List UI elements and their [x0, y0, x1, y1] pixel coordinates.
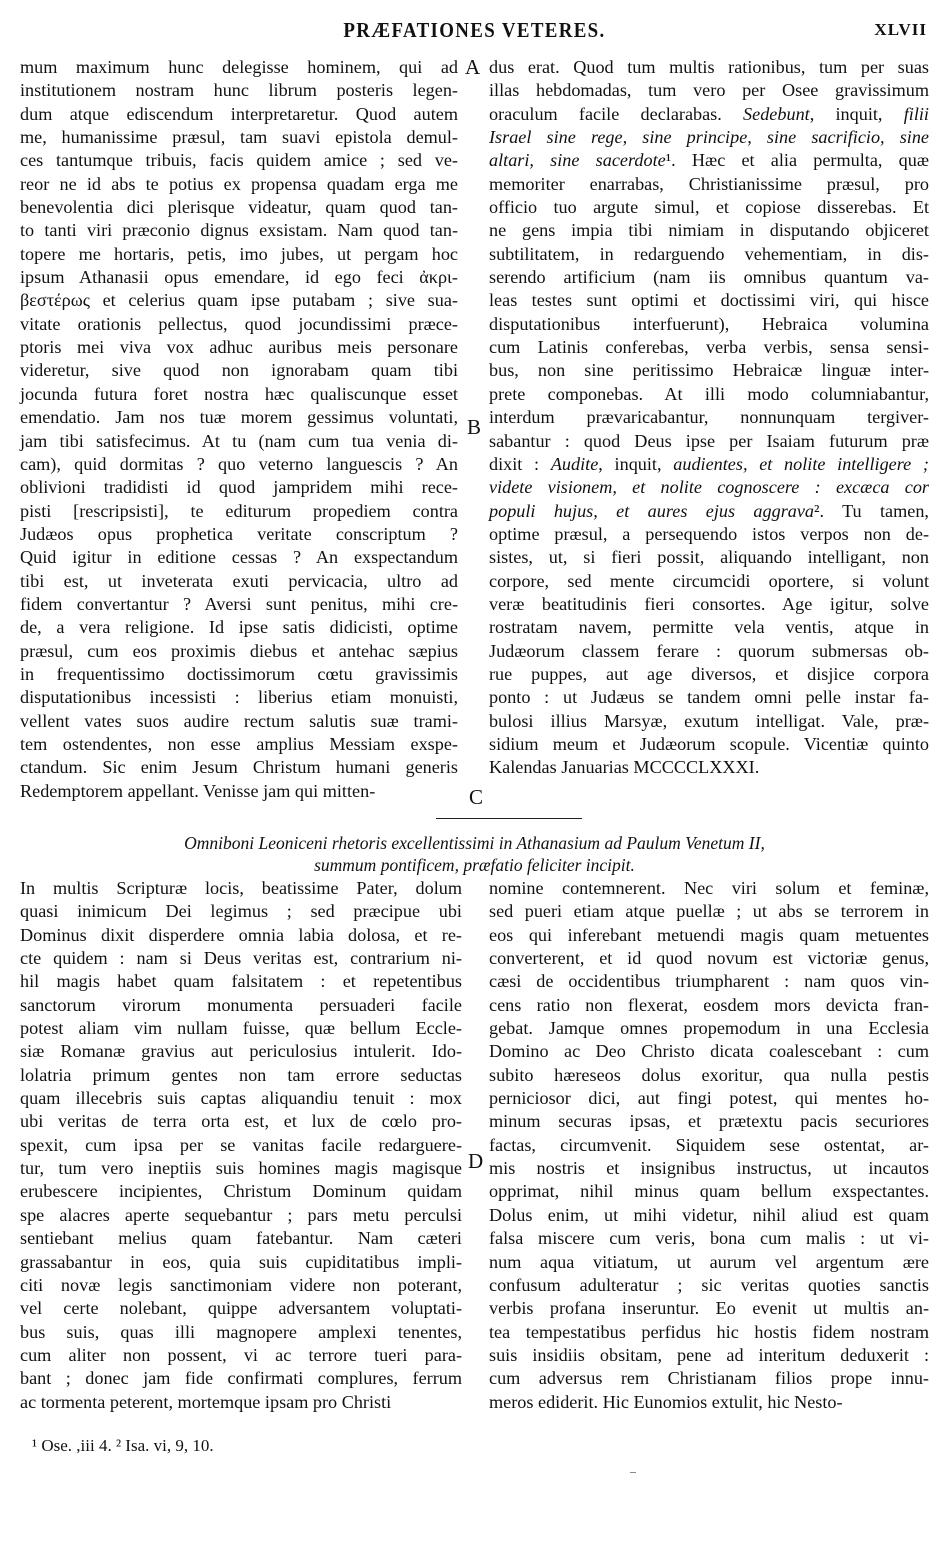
- text-line: In multis Scripturæ locis, beatissime Pater, dolum: [20, 878, 462, 898]
- text-line: sistes, ut, si fieri possit, aliquando intelligant, non: [489, 547, 929, 568]
- text-line: bus suis, quas illi magnopere amplexi tenentes,: [20, 1321, 462, 1342]
- text-line: to tanti viri præconio dignus exsistam. Nam quod tan-: [20, 220, 458, 241]
- text-line: rue puppes, aut age diversos, et disjice corpora: [489, 663, 929, 684]
- page-header-title: PRÆFATIONES VETERES.: [343, 18, 606, 42]
- text-line: cens ratio non flexerat, eosdem mors devicta fran-: [489, 994, 929, 1015]
- text-line: de, a vera religione. Id ipse satis didicisti, optime: [20, 617, 458, 638]
- text-line: Dolus enim, ut mihi videtur, nihil aliud est quam: [489, 1204, 929, 1225]
- text-line: topere me hortaris, petis, imo jubes, ut pergam hoc: [20, 243, 458, 264]
- text-line: tur, tum vero ineptiis suis homines magis magisque: [20, 1158, 462, 1179]
- text-line: vitate orationis pellectus, quod jocundissimi præce-: [20, 313, 458, 334]
- text-line: corpore, sed mente circumcidi oportere, si volunt: [489, 570, 929, 591]
- text-line: meros ediderit. Hic Eunomios extulit, hic Nesto-: [489, 1391, 843, 1412]
- margin-marker-c: C: [469, 785, 484, 809]
- text-line: vel certe nolebant, quippe adversantem voluptati-: [20, 1298, 462, 1319]
- text-line: Dominus dixit disperdere omnia labia dolosa, et re-: [20, 924, 462, 945]
- text-line: præsul, cum eos proximis diebus et antehac sæpius: [20, 640, 458, 661]
- text-line: mum maximum hunc delegisse hominem, qui ad: [20, 57, 458, 77]
- text-line: dixit : Audite, inquit, audientes, et nolite intelligere ;: [489, 453, 929, 474]
- text-line: in frequentissimo doctissimorum cœtu gravissimis: [20, 663, 458, 684]
- text-line: institutionem nostram hunc librum posteris legen-: [20, 80, 458, 101]
- text-line: memoriter enarrabas, Christianissime præsul, pro: [489, 173, 929, 194]
- margin-marker-a: A: [465, 55, 481, 79]
- text-line: fidem convertantur ? Aversi sunt penitus, mihi cre-: [20, 593, 458, 614]
- page-mark: [630, 1472, 636, 1473]
- text-line: ponto : ut Judæus se tandem omni pelle instar fa-: [489, 687, 929, 708]
- text-line: me, humanissime præsul, tam suavi epistola demul-: [20, 127, 458, 148]
- text-line: jocunda futura foret nostra hæc qualiscunque esset: [20, 383, 458, 404]
- text-line: cum adversus rem Christianam filios prope innu-: [489, 1368, 929, 1389]
- preface-heading-line: summum pontificem, præfatio feliciter incipit.: [314, 855, 635, 875]
- text-line: minum securas ipsas, et prætextu pacis securiores: [489, 1111, 929, 1132]
- text-line: vellent vates suos audire rectum salutis suæ trami-: [20, 710, 458, 731]
- text-line: ptoris mei viva vox adhuc auribus meis personare: [20, 337, 458, 358]
- lower-right-column: [489, 877, 929, 1414]
- text-line: cum aliter non possent, vi ac terrore tueri para-: [20, 1344, 462, 1365]
- preface-heading: [20, 832, 929, 876]
- text-line: factas, circumvenit. Siquidem sese ostentat, ar-: [489, 1134, 929, 1155]
- text-line: falsa miscere cum veris, bona cum malis : ut vi-: [489, 1228, 929, 1249]
- upper-right-column: [489, 56, 929, 780]
- text-line: subtilitatem, in redarguendo vehementiam, in dis-: [489, 243, 929, 264]
- text-line: mis nostris et insignibus instructus, ut incautos: [489, 1158, 929, 1179]
- text-line: reor ne id abs te potius ex propensa quadam erga me: [20, 173, 458, 194]
- text-line: spexit, cum ipsa per se vanitas facile redarguere-: [20, 1134, 462, 1155]
- text-line: ipsum Athanasii opus emendare, id ego feci ἀκρι-: [20, 267, 458, 288]
- text-line: jam tibi satisfecimus. At tu (nam cum tua venia di-: [20, 430, 458, 451]
- text-line: populi hujus, et aures ejus aggrava². Tu tamen,: [489, 500, 929, 521]
- text-line: sidium meum et Judæorum scopule. Vicentiæ quinto: [489, 733, 929, 754]
- text-line: sentiebant melius quam fatebantur. Nam cæteri: [20, 1228, 462, 1249]
- margin-marker-b: B: [467, 415, 482, 439]
- text-line: dum atque ediscendum interpretaretur. Quod autem: [20, 103, 458, 124]
- text-line: veræ beatitudinis fieri consortes. Age igitur, solve: [489, 593, 929, 614]
- text-line: quasi inimicum Dei legimus ; sed præcipue ubi: [20, 901, 462, 922]
- text-line: siæ Romanæ gravius aut periculosius intulerit. Ido-: [20, 1041, 462, 1062]
- text-line: suis insidiis obsitam, pene ad interitum deduxerit :: [489, 1344, 929, 1365]
- text-line: Quid igitur in editione cessas ? An exspectandum: [20, 547, 458, 568]
- text-line: lolatria primum gentes non tam errore seductas: [20, 1064, 462, 1085]
- text-line: bus, non sine peritissimo Hebraicæ linguæ inter-: [489, 360, 929, 381]
- text-line: spe alacres aperte sequebantur ; pars metu perculsi: [20, 1204, 462, 1225]
- text-line: benevolentia dici plerisque videatur, quam quod tan-: [20, 197, 458, 218]
- text-line: emendatio. Jam nos tuæ morem gessimus voluntati,: [20, 407, 458, 428]
- footnote: ¹ Ose. ,iii 4. ² Isa. vi, 9, 10.: [32, 1436, 214, 1455]
- text-line: videte visionem, et nolite cognoscere : excæca cor: [489, 477, 929, 498]
- text-line: ubi veritas de terra orta est, et lux de cœlo pro-: [20, 1111, 462, 1132]
- text-line: tea tempestatibus perfidus hic hostis fidem nostram: [489, 1321, 929, 1342]
- text-line: ces tantumque tribuis, facis quidem amice ; sed ve-: [20, 150, 458, 171]
- text-line: converterent, et id quod novum est victoriæ genus,: [489, 948, 929, 969]
- text-line: officio tuo argute simul, et copiose disserebas. Et: [489, 197, 929, 218]
- text-line: num aqua vitiatum, ut aurum vel argentum ære: [489, 1251, 929, 1272]
- text-line: opprimat, nihil minus quam bellum exspectantes.: [489, 1181, 929, 1202]
- text-line: nomine contemnerent. Nec viri solum et feminæ,: [489, 878, 929, 898]
- text-line: optime præsul, a persequendo istos verpos non de-: [489, 523, 929, 544]
- text-line: Kalendas Januarias MCCCCLXXXI.: [489, 757, 760, 778]
- text-line: serendo artificium (nam iis omnibus quantum va-: [489, 267, 929, 288]
- text-line: βεστέρως et celerius quam ipse putabam ; sive sua-: [20, 290, 458, 311]
- text-line: citi novæ legis sanctimoniam videre non poterant,: [20, 1274, 462, 1295]
- text-line: sabantur : quod Deus ipse per Isaiam futurum præ: [489, 430, 929, 451]
- text-line: prete componebas. At illi modo columniabantur,: [489, 383, 929, 404]
- text-line: perniciosor dici, aut fingi potest, qui mentes ho-: [489, 1088, 929, 1109]
- text-line: bulosi illius Marsyæ, exutum intelligat. Vale, præ-: [489, 710, 929, 731]
- text-line: sanctorum virorum monumenta persuaderi facile: [20, 994, 462, 1015]
- text-line: erubescere incipientes, Christum Dominum quidam: [20, 1181, 462, 1202]
- text-line: quam illecebris suis captas aliquandiu tenuit : mox: [20, 1088, 462, 1109]
- upper-left-column: [20, 56, 458, 803]
- text-line: potest aliam vim nullam fuisse, quæ bellum Eccle-: [20, 1018, 462, 1039]
- text-line: videretur, sive quod non ignorabam quam tibi: [20, 360, 458, 381]
- text-line: sed pueri etiam atque puellæ ; ut abs se terrorem in: [489, 901, 929, 922]
- text-line: Israel sine rege, sine principe, sine sacrificio, sine: [489, 127, 929, 148]
- text-line: illas hebdomadas, tum vero per Osee gravissimum: [489, 80, 929, 101]
- text-line: altari, sine sacerdote¹. Hæc et alia permulta, quæ: [489, 150, 929, 171]
- text-line: ne gens impia tibi nimiam in disputando objiceret: [489, 220, 929, 241]
- text-line: eos qui inferebant metuendi magis quam metuentes: [489, 924, 929, 945]
- margin-marker-d: D: [468, 1149, 484, 1173]
- preface-heading-line: Omniboni Leoniceni rhetoris excellentissimi in Athanasium ad Paulum Venetum II,: [184, 833, 765, 853]
- text-line: disputationibus incessisti : liberius etiam monuisti,: [20, 687, 458, 708]
- text-line: gebat. Jamque omnes propemodum in una Ecclesia: [489, 1018, 929, 1039]
- text-line: tibi est, ut inveterata exuti pervicacia, ultro ad: [20, 570, 458, 591]
- text-line: pisti [rescripsisti], te editurum propediem contra: [20, 500, 458, 521]
- text-line: ac tormenta peterent, mortemque ipsam pro Christi: [20, 1391, 392, 1412]
- text-line: bant ; donec jam fide confirmati complures, ferrum: [20, 1368, 462, 1389]
- text-line: rostratam navem, permitte vela ventis, atque in: [489, 617, 929, 638]
- text-line: dus erat. Quod tum multis rationibus, tum per suas: [489, 57, 929, 77]
- text-line: Judæos opus prophetica veritate conscriptum ?: [20, 523, 458, 544]
- text-line: hil magis habet quam falsitatem : et repetentibus: [20, 971, 462, 992]
- text-line: cæsi de occidentibus triumpharent : nam quos vin-: [489, 971, 929, 992]
- section-divider: [436, 818, 582, 819]
- text-line: oblivioni tradidisti id quod jampridem mihi rece-: [20, 477, 458, 498]
- text-line: leas testes sunt optimi et doctissimi viri, qui hisce: [489, 290, 929, 311]
- text-line: verbis profana inseruntur. Eo evenit ut multis an-: [489, 1298, 929, 1319]
- text-line: cam), quid dormitas ? quo veterno languescis ? An: [20, 453, 458, 474]
- lower-left-column: [20, 877, 462, 1414]
- text-line: confusum adulteratur ; sic veritas quoties sanctis: [489, 1274, 929, 1295]
- text-line: Redemptorem appellant. Venisse jam qui mitten-: [20, 780, 376, 801]
- text-line: Domino ac Deo Christo dicata coalescebant : cum: [489, 1041, 929, 1062]
- text-line: disputationibus interfuerunt), Hebraica volumina: [489, 313, 929, 334]
- text-line: subito hæreseos dolus exoritur, qua nulla pestis: [489, 1064, 929, 1085]
- text-line: cte quidem : nam si Deus veritas est, contrarium ni-: [20, 948, 462, 969]
- text-line: ctandum. Sic enim Jesum Christum humani generis: [20, 757, 458, 778]
- text-line: interdum prævaricabantur, nonnunquam tergiver-: [489, 407, 929, 428]
- text-line: cum Latinis conferebas, verba verbis, sensa sensi-: [489, 337, 929, 358]
- text-line: tem ostendentes, non esse amplius Messiam exspe-: [20, 733, 458, 754]
- text-line: oraculum facile declarabas. Sedebunt, inquit, filii: [489, 103, 929, 124]
- page-number: XLVII: [874, 20, 927, 39]
- text-line: Judæorum classem ferare : quorum submersas ob-: [489, 640, 929, 661]
- text-line: grassabantur in eos, quia suis cupiditatibus impli-: [20, 1251, 462, 1272]
